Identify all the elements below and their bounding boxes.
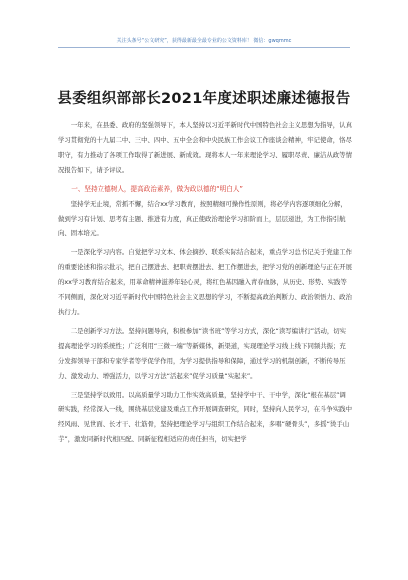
section-heading: 一、坚持立德树人，提高政治素养，做为政以德的“明白人” <box>71 184 243 193</box>
paragraph: 二是创新学习方法。坚持问题导向，积极参加“读书班”等学习方式，深化“读写编讲行”活动，切实提高理论学习的系统性；广泛利用“三微一端”等新媒体，新渠道，实现理论学习线上线下同频共振；充分发挥领导干部和专家学者等学促学作用，为学习提供指导和保障，通过学习的机制创新，不断传导压力、激发动力、增强活力，以学习方法“活起来”促学习质量“实起来”。 <box>58 326 347 380</box>
header-divider <box>58 47 350 48</box>
paragraph: 坚持学无止境，常抓不懈，结合xx学习教育，按照精细可操作性原则，将必学内容逐项细化分解，做到学习有计划、思考有主题、推进有力度，真正使政治理论学习扣阶而上，层层递进，为工作指引航向、固本培元。 <box>58 199 347 238</box>
document-body <box>58 118 352 447</box>
page-title: 县委组织部部长2021年度述职述廉述德报告 <box>57 91 351 107</box>
paragraph: 一是深化学习内容。自觉把学习文本、体会摘抄、联系实际结合起来，重点学习总书记关于党建工作的重要论述和指示批示，把自己摆进去、把职责摆进去、把工作摆进去，把学习党的创新理论与正在开展的xx学习教育结合起来，用革命精神滋养年轻心灵，将红色基因融入青春血脉，从历史、形势、实践等不同侧面，深化对习近平新时代中国特色社会主义思想的学习，不断提高政治判断力、政治领悟力、政治执行力。 <box>58 248 352 316</box>
paragraph: 三是坚持学以致用。以高质量学习助力工作实效高质量，坚持学中干、干中学，深化“根在基层”调研实践，经常深入一线，围绕基层党建及重点工作开展调查研究，同时，坚持向人民学习，在斗争实践中经风雨、见世面、长才干、壮筋骨，坚持把理论学习与组织工作结合起来，多唱“硬骨头”，多摇“烫手山芋”，激发同新时代相匹配、同新征程相适应的责任担当，切实把学 <box>58 390 352 444</box>
header-banner-text: 关注头条号“公文研究”，获得最新最全最专业的公文资料库！ 微信：gwqmmc <box>116 38 292 44</box>
header-banner <box>0 38 408 45</box>
paragraph-intro: 一年来，在县委、政府的坚强领导下，本人坚持以习近平新时代中国特色社会主义思想为指导，认真学习贯彻党的十九届二中、三中、四中、五中全会和中央民族工作会议工作座谈会精神，牢记使命，恪尽职守，有力推动了各项工作取得了新进展、新成效。现将本人一年来理论学习、履职尽责、廉洁从政等情况报告如下，请予评议。 <box>58 121 352 174</box>
